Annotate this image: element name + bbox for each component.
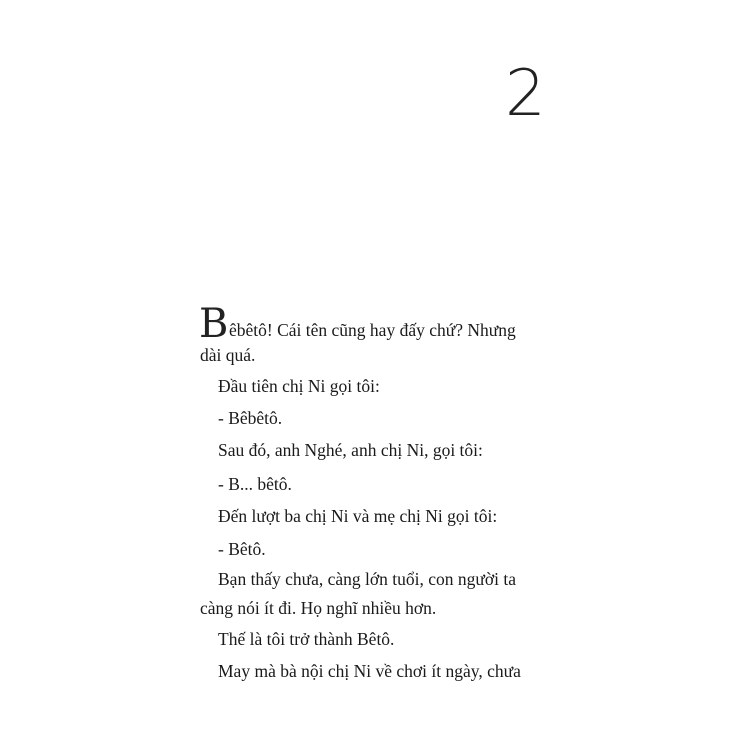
dialogue-line: - B... bêtô. (218, 474, 292, 494)
paragraph-line: May mà bà nội chị Ni về chơi ít ngày, chưa (218, 661, 521, 681)
paragraph-line: Thế là tôi trở thành Bêtô. (218, 629, 395, 649)
paragraph-line: Đầu tiên chị Ni gọi tôi: (218, 376, 380, 396)
paragraph-line: càng nói ít đi. Họ nghĩ nhiều hơn. (200, 598, 437, 618)
drop-cap: B (199, 301, 229, 347)
paragraph-line: êbêtô! Cái tên cũng hay đấy chứ? Nhưng (229, 320, 516, 340)
chapter-number: 2 (505, 57, 546, 131)
dialogue-line: - Bêbêtô. (218, 408, 283, 428)
paragraph-line: Sau đó, anh Nghé, anh chị Ni, gọi tôi: (218, 440, 483, 460)
paragraph-line: Bạn thấy chưa, càng lớn tuổi, con người ta (218, 569, 516, 589)
dialogue-line: - Bêtô. (218, 539, 266, 559)
paragraph-line: Đến lượt ba chị Ni và mẹ chị Ni gọi tôi: (218, 506, 498, 526)
paragraph-line: dài quá. (200, 345, 256, 365)
